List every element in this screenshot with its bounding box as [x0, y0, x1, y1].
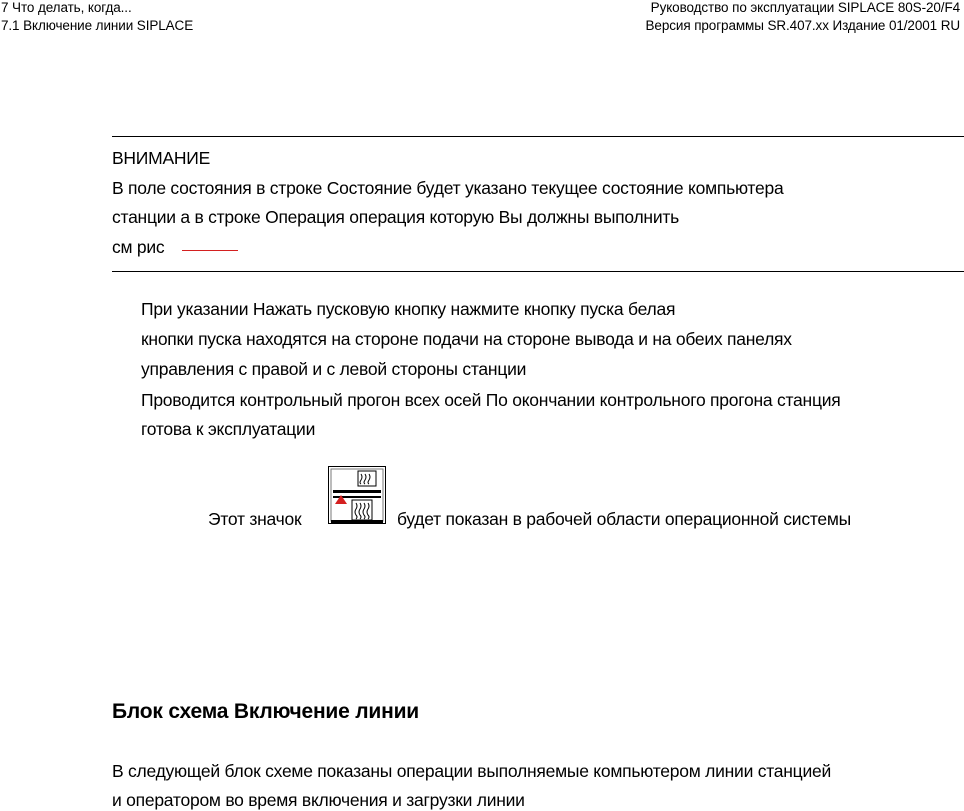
icon-note-before: Этот значок	[208, 509, 302, 529]
attention-line-3	[112, 236, 238, 258]
instruction-line-1: При указании Нажать пусковую кнопку нажмите кнопку пуска белая	[141, 299, 676, 319]
instruction-line-5: готова к эксплуатации	[141, 419, 316, 439]
icon-note-after: будет показан в рабочей области операционной системы	[397, 509, 851, 529]
header-manual-title: Руководство по эксплуатации SIPLACE 80S-20/F4	[650, 0, 960, 15]
header-chapter: 7 Что делать, когда...	[1, 0, 132, 15]
line-start-icon	[328, 466, 386, 524]
instruction-line-3: управления с правой и с левой стороны станции	[141, 359, 527, 379]
header-version: Версия программы SR.407.xx Издание 01/2001 RU	[645, 18, 960, 33]
attention-title: ВНИМАНИЕ	[112, 148, 211, 168]
instruction-line-2: кнопки пуска находятся на стороне подачи на стороне вывода и на обеих панелях	[141, 329, 792, 349]
attention-bottom-divider	[112, 271, 964, 272]
section-text-line-2: и оператором во время включения и загрузки линии	[112, 790, 525, 810]
attention-figure-ref-text: см рис	[112, 237, 165, 257]
attention-top-divider	[112, 136, 964, 137]
instruction-line-4: Проводится контрольный прогон всех осей По окончании контрольного прогона станция	[141, 390, 841, 410]
section-text-line-1: В следующей блок схеме показаны операции выполняемые компьютером линии станцией	[112, 761, 831, 781]
attention-line-2: станции а в строке Операция операция которую Вы должны выполнить	[112, 207, 680, 227]
header-section: 7.1 Включение линии SIPLACE	[1, 18, 194, 33]
figure-reference-link[interactable]	[182, 250, 238, 251]
attention-line-1: В поле состояния в строке Состояние будет указано текущее состояние компьютера	[112, 178, 784, 198]
section-heading: Блок схема Включение линии	[112, 700, 420, 723]
